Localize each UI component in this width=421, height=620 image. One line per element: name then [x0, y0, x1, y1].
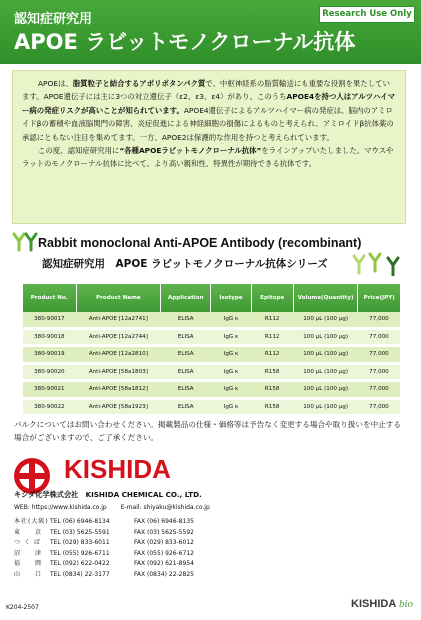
- table-cell: ELISA: [161, 398, 211, 416]
- office-row: [14, 549, 194, 560]
- office-city: 福 岡: [14, 560, 43, 567]
- intro-text: で、中枢神経系の脂質輸送にも重要な役割を果たしています。APOE遺伝子には主に3つの対立遺伝子（ε2、ε3、ε4）があり、このうち: [22, 79, 390, 102]
- table-cell: R158: [251, 381, 293, 399]
- intro-text: この度、認知症研究用に: [38, 146, 120, 156]
- office-tel: TEL (06) 6946-8134: [50, 518, 110, 525]
- company-name: キシダ化学株式会社 KISHIDA CHEMICAL CO., LTD.: [14, 490, 202, 499]
- office-fax: FAX (03) 5625-5592: [134, 528, 194, 536]
- table-cell: 100 µL (100 µg): [293, 398, 358, 416]
- table-cell: Anti-APOE [12a2741]: [76, 312, 160, 328]
- table-cell: Anti-APOE [12a2744]: [76, 328, 160, 346]
- table-row: [23, 328, 401, 346]
- table-cell: R112: [251, 312, 293, 328]
- intro-text-box: [12, 70, 406, 224]
- table-cell: ELISA: [161, 363, 211, 381]
- column-header: Price(JPY): [358, 284, 400, 312]
- table-cell: ELISA: [161, 381, 211, 399]
- antibody-icon-right: [352, 252, 408, 276]
- table-cell: 380-90020: [23, 363, 77, 381]
- table-cell: R112: [251, 328, 293, 346]
- website-url: WEB: https://www.kishida.co.jp: [14, 504, 107, 511]
- table-cell: ELISA: [161, 312, 211, 328]
- table-cell: 380-90017: [23, 312, 77, 328]
- product-table: [22, 284, 400, 417]
- office-city: 沼 津: [14, 549, 43, 557]
- office-fax: FAX (06) 6946-8135: [134, 518, 194, 525]
- office-tel: TEL (0834) 22-3177: [50, 570, 110, 578]
- office-tel: TEL (029) 833-6011: [50, 539, 110, 546]
- office-fax: FAX (029) 833-6012: [134, 539, 194, 546]
- table-row: [23, 346, 401, 364]
- bulk-inquiry-note: バルクについてはお問い合わせください。掲載製品の仕様・価格等は予告なく変更する場合や取り扱いを中止する場合がございますので、ご了承ください。: [14, 420, 401, 442]
- office-fax: FAX (055) 926-6712: [134, 549, 194, 557]
- table-row: [23, 381, 401, 399]
- contact-email: E-mail: shiyaku@kishida.co.jp: [120, 504, 210, 511]
- table-cell: IgG κ: [211, 346, 251, 364]
- column-header: Epitope: [251, 284, 293, 312]
- office-city: つ く ば: [14, 539, 41, 546]
- table-cell: 100 µL (100 µg): [293, 346, 358, 364]
- kishida-wordmark: [64, 456, 214, 482]
- header-subtitle: 認知症研究用: [14, 12, 93, 27]
- intro-text: APOEは、: [38, 79, 73, 88]
- office-list: [14, 517, 194, 580]
- office-fax: FAX (092) 621-8954: [134, 560, 194, 567]
- table-row: [23, 363, 401, 381]
- table-cell: Anti-APOE [58a1803]: [76, 363, 160, 381]
- table-cell: 77,000: [358, 346, 400, 364]
- column-header: Isotype: [211, 284, 251, 312]
- table-cell: 100 µL (100 µg): [293, 312, 358, 328]
- column-header: Volume(Quantity): [293, 284, 358, 312]
- header-title: APOE ラビットモノクローナル抗体: [14, 30, 356, 54]
- table-cell: Anti-APOE [58a1923]: [76, 398, 160, 416]
- brand-name: KISHIDA: [351, 598, 396, 610]
- office-row: [14, 559, 194, 570]
- intro-highlight: “各種APOEラビットモノクローナル抗体”: [119, 146, 262, 156]
- brand-suffix: bio: [398, 598, 413, 610]
- table-cell: 380-90019: [23, 346, 77, 364]
- office-city: 山 口: [14, 570, 43, 578]
- table-cell: 380-90022: [23, 398, 77, 416]
- office-row: [14, 528, 194, 539]
- table-cell: IgG κ: [211, 398, 251, 416]
- office-tel: TEL (092) 622-0422: [50, 560, 110, 567]
- table-cell: 100 µL (100 µg): [293, 381, 358, 399]
- table-cell: 380-90018: [23, 328, 77, 346]
- table-cell: 77,000: [358, 363, 400, 381]
- intro-highlight: APOE4を持つ人はアルツハイマー病の発症リスクが高いことが知られています。: [22, 92, 396, 115]
- table-header-row: [23, 284, 401, 312]
- office-tel: TEL (03) 5625-5591: [50, 528, 110, 536]
- table-cell: ELISA: [161, 346, 211, 364]
- office-city: 本社(大阪): [14, 518, 49, 525]
- series-heading: 認知症研究用 APOE ラビットモノクローナル抗体シリーズ: [42, 258, 328, 270]
- intro-paragraph-2: [22, 144, 396, 171]
- web-contact: [14, 504, 210, 511]
- office-tel: TEL (055) 926-6711: [50, 549, 110, 557]
- table-cell: 77,000: [358, 381, 400, 399]
- table-cell: R112: [251, 346, 293, 364]
- antibody-icon-left: [12, 232, 38, 252]
- column-header: Application: [161, 284, 211, 312]
- research-use-only-badge: Research Use Only: [319, 6, 415, 23]
- office-row: [14, 517, 194, 528]
- table-cell: 100 µL (100 µg): [293, 363, 358, 381]
- intro-paragraph-1: [22, 77, 396, 144]
- intro-highlight: 脂質粒子と結合するアポリポタンパク質: [72, 79, 206, 88]
- table-cell: IgG κ: [211, 312, 251, 328]
- table-cell: 77,000: [358, 398, 400, 416]
- table-cell: IgG κ: [211, 363, 251, 381]
- table-row: [23, 398, 401, 416]
- table-cell: R158: [251, 398, 293, 416]
- office-fax: FAX (0834) 22-2825: [134, 570, 194, 578]
- column-header: Product No.: [23, 284, 77, 312]
- document-code: K204-2507: [6, 604, 39, 611]
- table-cell: 77,000: [358, 312, 400, 328]
- table-cell: Anti-APOE [58a1812]: [76, 381, 160, 399]
- table-cell: R158: [251, 363, 293, 381]
- office-city: 東 京: [14, 528, 43, 536]
- table-row: [23, 312, 401, 328]
- table-cell: Anti-APOE [12a2810]: [76, 346, 160, 364]
- intro-text: をラインアップいたしました。マウスやラットのモノクローナル抗体に比べて、より高い親和性、特異性が期待できる抗体です。: [22, 146, 394, 169]
- table-cell: 380-90021: [23, 381, 77, 399]
- table-cell: 77,000: [358, 328, 400, 346]
- table-cell: IgG κ: [211, 381, 251, 399]
- intro-text: APOE4遺伝子によるアルツハイマー病の発症は、脳内のアミロイドβの蓄積や血液脳関門の障害、炎症促進による神経細胞の損傷によるものと考えられ、アミロイドβ抗体薬の承認にともない注目を集めてます。一方、APOE2は保護的な作用を持つと考えられています。: [22, 105, 394, 142]
- header-banner: [0, 0, 421, 64]
- column-header: Product Name: [76, 284, 160, 312]
- table-cell: 100 µL (100 µg): [293, 328, 358, 346]
- table-cell: ELISA: [161, 328, 211, 346]
- product-heading: Rabbit monoclonal Anti-APOE Antibody (recombinant): [38, 236, 362, 250]
- kishida-wordmark-text: KISHIDA: [64, 456, 171, 482]
- office-row: [14, 570, 194, 581]
- table-cell: IgG κ: [211, 328, 251, 346]
- kishida-bio-logo: [351, 598, 413, 610]
- office-row: [14, 538, 194, 549]
